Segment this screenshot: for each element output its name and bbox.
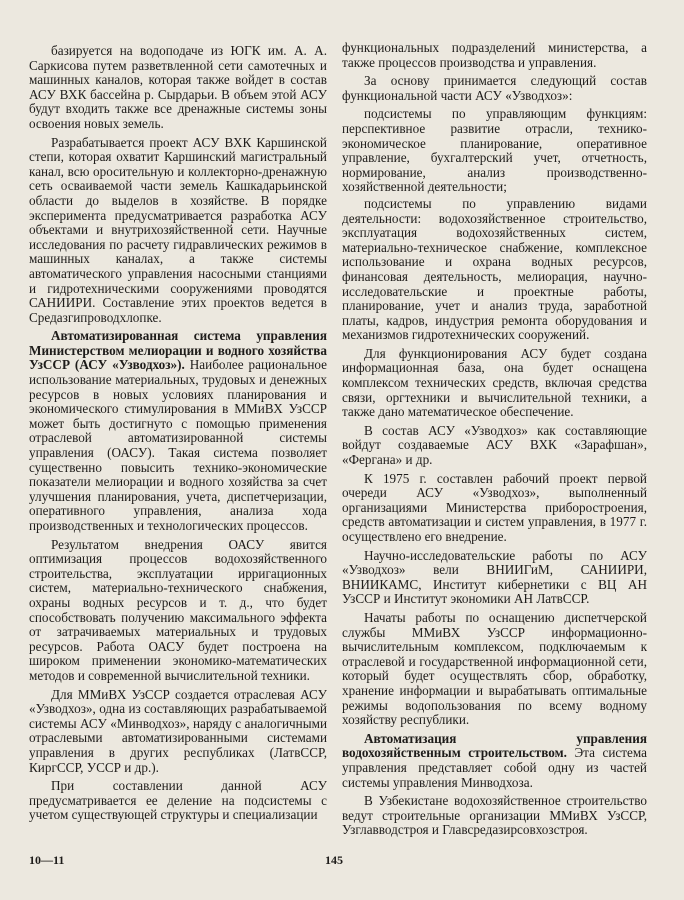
paragraph: подсистемы по управляющим функциям: перспективное развитие отрасли, технико-экономическое планирование, оперативное управление, бухгалтерский учет, отчетность, нормирование, анализ производственно-хозяйственной деятельности; <box>342 106 647 195</box>
paragraph: К 1975 г. составлен рабочий проект первой очереди АСУ «Узводхоз», выполненный организациями Министерства приборостроения, средств автоматизации и систем управления, в 1977 г. осуществлено его внедрение. <box>342 470 647 544</box>
paragraph: базируется на водоподаче из ЮГК им. А. А. Саркисова путем разветвленной сети самотечных и машинных каналов, которая также войдет в состав АСУ ВХК бассейна р. Сырдарьи. В объем этой АСУ будут входить также все дренажные системы зоны освоения новых земель. <box>29 43 327 131</box>
paragraph: Для функционирования АСУ будет создана информационная база, она будет оснащена комплексом технических средств, включая средства связи, оргтехники и вычислительной техники, а также дано математическое обеспечение. <box>342 345 647 420</box>
paragraph: подсистемы по управлению видами деятельности: водохозяйственное строительство, эксплуатация водохозяйственных систем, материально-техническое снабжение, комплексное использование и охрана водных ресурсов, финансовая деятельность, мелиорация, научно-исследовательские и проектные работы, планирование, учет и анализ труда, заработной платы, кадров, индустрия ремонта оборудования и механизмов гидротехнических сооружений. <box>342 195 647 343</box>
paragraph: Для ММиВХ УзССР создается отраслевая АСУ «Узводхоз», одна из составляющих разрабатываемой системы АСУ «Минводхоз», наряду с аналогичными отраслевыми автоматизированными системами управления в других республиках (ЛатвССР, КиргССР, УССР и др.). <box>29 686 327 775</box>
paragraph: В состав АСУ «Узводхоз» как составляющие войдут создаваемые АСУ ВХК «Зарафшан», «Фергана» и др. <box>342 422 647 468</box>
right-column <box>342 41 647 842</box>
page-number: 145 <box>325 853 343 867</box>
paragraph: Начаты работы по оснащению диспетчерской службы ММиВХ УзССР информационно-вычислительным комплексом, подключаемым к отраслевой и государственной информационной сети, который будет осуществлять сбор, обработку, хранение информации и вырабатывать оптимальные режимы водопользования по всему водному хозяйству республики. <box>342 609 647 728</box>
paragraph: При составлении данной АСУ предусматривается ее деление на подсистемы с учетом существующей структуры и специализации <box>29 778 327 823</box>
paragraph: Результатом внедрения ОАСУ явится оптимизация процессов водохозяйственного строительства, эксплуатации ирригационных систем, материально-технического снабжения, охраны водных ресурсов и т. д., что будет способствовать получению максимального эффекта от затрачиваемых материальных и трудовых ресурсов. Работа ОАСУ будет построена на широком применении экономико-математических методов и современной вычислительной техники. <box>29 536 327 683</box>
printer-signature: 10—11 <box>29 853 65 867</box>
paragraph: функциональных подразделений министерства, а также процессов производства и управления. <box>342 40 647 70</box>
left-column <box>29 44 327 827</box>
paragraph: Автоматизация управления водохозяйственным строительством. Эта система управления представляет собой одну из частей системы управления Минводхоза. <box>342 730 647 790</box>
paragraph: В Узбекистане водохозяйственное строительство ведут строительные организации ММиВХ УзССР, Узглавводстроя и Главсредазирсовхозстроя. <box>342 793 647 838</box>
section-heading: Автоматизированная система управления Министерством мелиорации и водного хозяйства УзССР (АСУ «Узводхоз»). <box>29 328 327 373</box>
paragraph: Научно-исследовательские работы по АСУ «Узводхоз» вели ВНИИГиМ, САНИИРИ, ВНИИКАМС, Институт кибернетики с ВЦ АН УзССР и Институт экономики АН ЛатвССР. <box>342 547 647 607</box>
paragraph: Разрабатывается проект АСУ ВХК Каршинской степи, которая охватит Каршинский магистральный канал, всю оросительную и коллекторно-дренажную сеть осваиваемой части земель Кашкадарьинской области до выделов в хозяйстве. В порядке эксперимента предусматривается разработка АСУ объектами и внутрихозяйственной сети. Научные исследования по расчету гидравлических режимов в машинных каналах, а также системы автоматического управления насосными станциями и гидротехническими сооружениями проводятся САНИИРИ. Составление этих проектов ведется в Средазгипроводхлопке. <box>29 134 327 325</box>
paragraph: За основу принимается следующий состав функциональной части АСУ «Узводхоз»: <box>342 73 647 103</box>
section-heading: Автоматизация управления водохозяйственным строительством. <box>342 730 647 761</box>
paragraph: Автоматизированная система управления Министерством мелиорации и водного хозяйства УзССР (АСУ «Узводхоз»). Наиболее рациональное использование материальных, трудовых и денежных ресурсов в новых условиях планирования и экономического стимулирования в ММиВХ УзССР может быть достигнуто с помощью применения отраслевой автоматизированной системы управления (ОАСУ). Такая система позволяет существенно повысить технико-экономические показатели мелиорации и водного хозяйства за счет улучшения планирования, учета, диспетчеризации, оперативного управления, анализа хода производственных и технологических процессов. <box>29 328 327 533</box>
